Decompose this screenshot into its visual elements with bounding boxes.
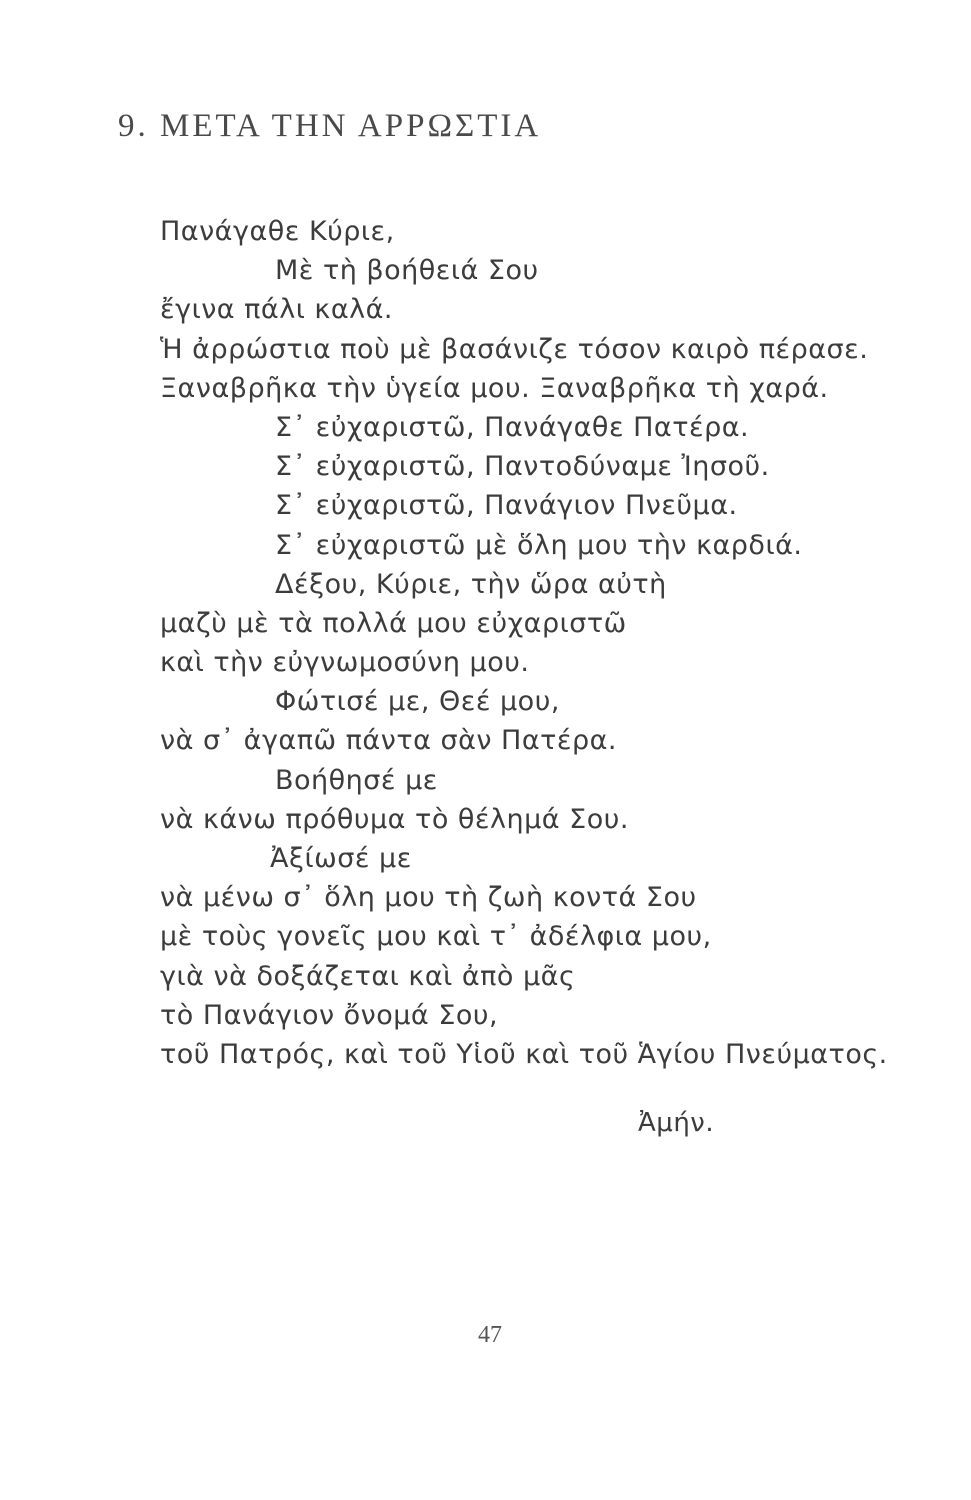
prayer-line: ἔγινα πάλι καλά. (160, 294, 393, 326)
prayer-line: νὰ κάνω πρόθυμα τὸ θέλημά Σου. (160, 803, 629, 835)
amen-closing: Ἀμήν. (638, 1108, 715, 1138)
prayer-line: μαζὺ μὲ τὰ πολλά μου εὐχαριστῶ (160, 607, 627, 639)
prayer-line: τὸ Πανάγιον ὄνομά Σου, (160, 999, 499, 1031)
prayer-line: Μὲ τὴ βοήθειά Σου (275, 255, 539, 287)
prayer-line: Σ᾽ εὐχαριστῶ, Πανάγιον Πνεῦμα. (275, 490, 738, 522)
prayer-line: νὰ σ᾽ ἀγαπῶ πάντα σὰν Πατέρα. (160, 725, 617, 757)
prayer-title: 9. ΜΕΤΑ ΤΗΝ ΑΡΡΩΣΤΙΑ (118, 108, 542, 144)
prayer-line: Σ᾽ εὐχαριστῶ, Παντοδύναμε Ἰησοῦ. (275, 451, 770, 483)
prayer-line: καὶ τὴν εὐγνωμοσύνη μου. (160, 647, 530, 679)
prayer-line: Ξαναβρῆκα τὴν ὑγεία μου. Ξαναβρῆκα τὴ χαρά. (160, 372, 829, 404)
prayer-text (160, 212, 920, 1074)
prayer-line: τοῦ Πατρός, καὶ τοῦ Υἱοῦ καὶ τοῦ Ἁγίου Πνεύματος. (160, 1038, 888, 1070)
prayer-line: Φώτισέ με, Θεέ μου, (275, 686, 560, 718)
prayer-line: μὲ τοὺς γονεῖς μου καὶ τ᾽ ἀδέλφια μου, (160, 921, 712, 953)
prayer-line: Δέξου, Κύριε, τὴν ὥρα αὐτὴ (275, 568, 667, 600)
prayer-line: Ἀξίωσέ με (270, 843, 412, 874)
prayer-line: Πανάγαθε Κύριε, (160, 216, 395, 247)
prayer-line: γιὰ νὰ δοξάζεται καὶ ἀπὸ μᾶς (160, 960, 576, 992)
prayer-line: Σ᾽ εὐχαριστῶ, Πανάγαθε Πατέρα. (275, 411, 750, 443)
prayer-line: νὰ μένω σ᾽ ὅλη μου τὴ ζωὴ κοντά Σου (160, 882, 697, 914)
prayer-line: Βοήθησέ με (275, 764, 438, 796)
prayer-line: Σ᾽ εὐχαριστῶ μὲ ὅλη μου τὴν καρδιά. (275, 529, 803, 561)
prayer-line: Ἡ ἀρρώστια ποὺ μὲ βασάνιζε τόσον καιρὸ πέρασε. (160, 333, 869, 365)
page-number: 47 (478, 1322, 502, 1348)
